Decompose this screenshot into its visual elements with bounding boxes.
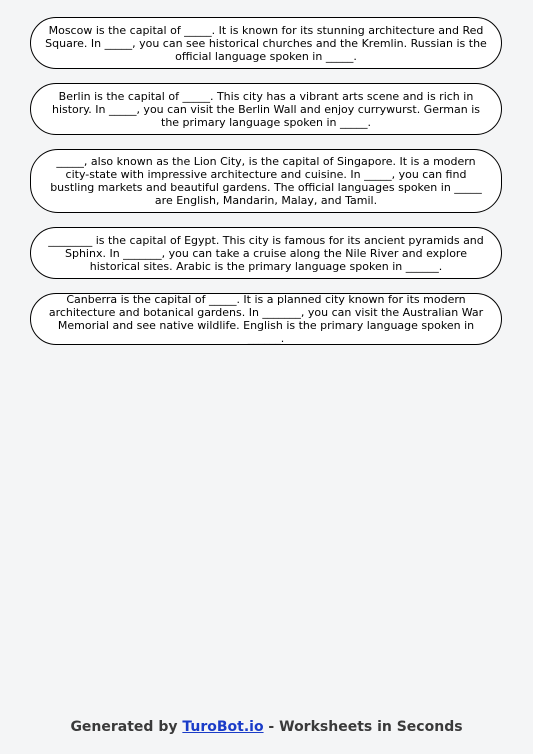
question-card-3 bbox=[30, 149, 502, 213]
footer-prefix: Generated by bbox=[70, 719, 183, 735]
question-text-4: ________ is the capital of Egypt. This city is famous for its ancient pyramids and Sphinx. In _______, you can take a cruise along the Nile River and explore historical sites. Arabic is the primary language spoken in ______. bbox=[48, 233, 484, 273]
question-text-5: Canberra is the capital of _____. It is a planned city known for its modern architecture and botanical gardens. In _______, you can visit the Australian War Memorial and see native wildlife. English is the primary language spoken in ______. bbox=[48, 293, 484, 345]
footer-suffix: - Worksheets in Seconds bbox=[263, 719, 463, 735]
question-card-1 bbox=[30, 17, 502, 69]
question-card-5 bbox=[30, 293, 502, 345]
question-text-2: Berlin is the capital of _____. This city has a vibrant arts scene and is rich in history. In _____, you can visit the Berlin Wall and enjoy currywurst. German is the primary language spoken in _____. bbox=[51, 89, 481, 129]
footer bbox=[0, 719, 533, 735]
turobot-link[interactable]: TuroBot.io bbox=[182, 719, 264, 735]
question-text-3: _____, also known as the Lion City, is the capital of Singapore. It is a modern city-state with impressive architecture and cuisine. In _____, you can find bustling markets and beautiful gardens. The official languages spoken in _____ are English, Mandarin, Malay, and Tamil. bbox=[50, 155, 482, 207]
question-card-2 bbox=[30, 83, 502, 135]
question-text-1: Moscow is the capital of _____. It is known for its stunning architecture and Red Square. In _____, you can see historical churches and the Kremlin. Russian is the official language spoken in _____. bbox=[45, 23, 487, 63]
question-card-4 bbox=[30, 227, 502, 279]
